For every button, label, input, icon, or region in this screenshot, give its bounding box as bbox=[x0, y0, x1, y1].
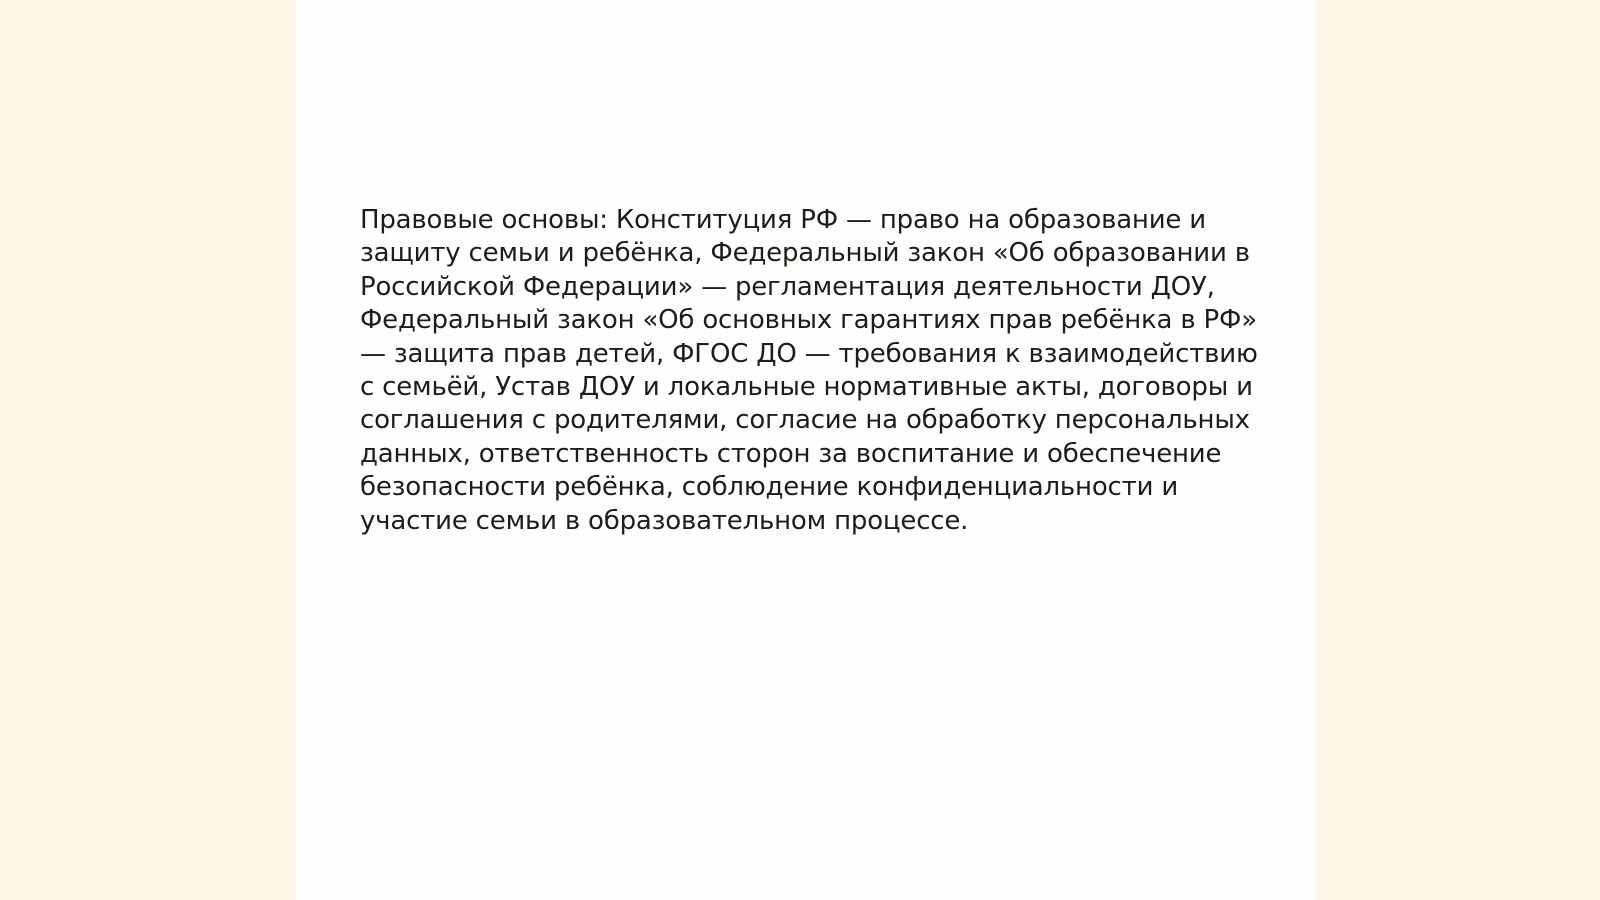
slide-panel bbox=[296, 0, 1316, 900]
slide-body-text: Правовые основы: Конституция РФ — право на образование и защиту семьи и ребёнка, Федеральный закон «Об образовании в Российской Федерации» — регламентация деятельности ДОУ, Федеральный закон «Об основных гарантиях прав ребёнка в РФ» — защита прав детей, ФГОС ДО — требования к взаимодействию с семьёй, Устав ДОУ и локальные нормативные акты, договоры и соглашения с родителями, согласие на обработку персональных данных, ответственность сторон за воспитание и обеспечение безопасности ребёнка, соблюдение конфиденциальности и участие семьи в образовательном процессе. bbox=[360, 205, 1258, 536]
